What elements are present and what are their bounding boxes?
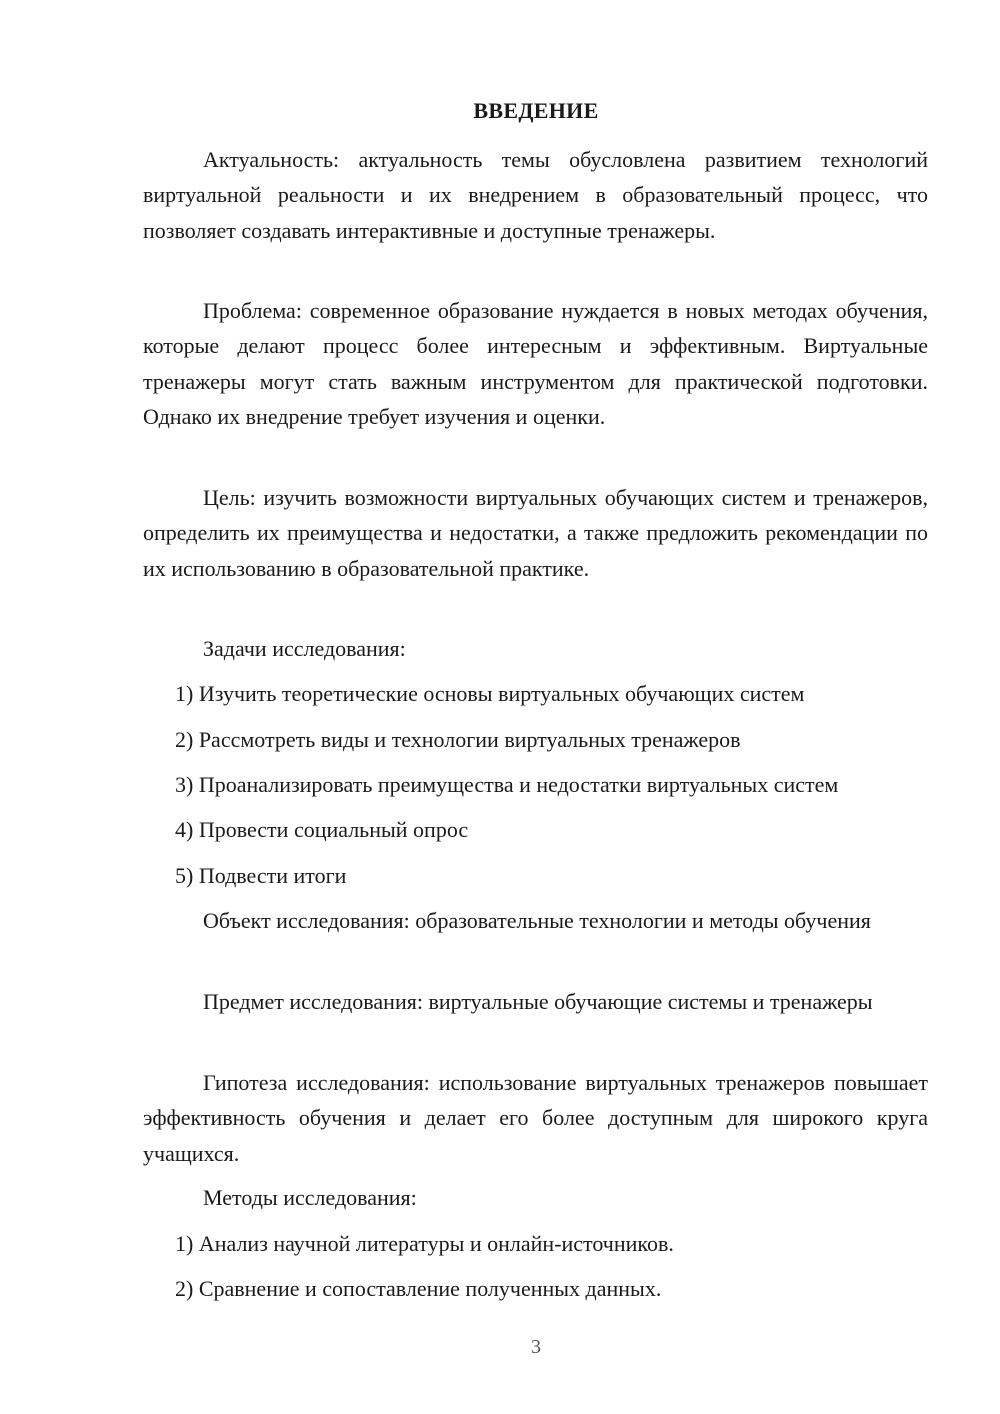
- object-paragraph-block: [143, 903, 928, 938]
- method-item: 2) Сравнение и сопоставление полученных данных.: [175, 1276, 662, 1301]
- hypothesis-paragraph: Гипотеза исследования: использование виртуальных тренажеров повышает эффективность обучения и делает его более доступным для широкого круга учащихся.: [143, 1070, 928, 1166]
- tasks-heading: Задачи исследования:: [203, 636, 406, 661]
- relevance-paragraph-block: [143, 142, 928, 248]
- task-item: 4) Провести социальный опрос: [175, 817, 469, 842]
- methods-heading: Методы исследования:: [203, 1185, 417, 1210]
- hypothesis-paragraph-block: [143, 1065, 928, 1171]
- relevance-paragraph: Актуальность: актуальность темы обусловлена развитием технологий виртуальной реальности и их внедрением в образовательный процесс, что позволяет создавать интерактивные и доступные тренажеры.: [143, 147, 928, 243]
- page-title: ВВЕДЕНИЕ: [473, 98, 599, 123]
- object-paragraph: Объект исследования: образовательные технологии и методы обучения: [203, 908, 871, 933]
- subject-paragraph: Предмет исследования: виртуальные обучающие системы и тренажеры: [203, 989, 873, 1014]
- task-item: 3) Проанализировать преимущества и недостатки виртуальных систем: [175, 772, 839, 797]
- task-item: 2) Рассмотреть виды и технологии виртуальных тренажеров: [175, 727, 741, 752]
- goal-paragraph: Цель: изучить возможности виртуальных обучающих систем и тренажеров, определить их преимущества и недостатки, а также предложить рекомендации по их использованию в образовательной практике.: [143, 485, 928, 581]
- problem-paragraph-block: [143, 293, 928, 434]
- problem-paragraph: Проблема: современное образование нуждается в новых методах обучения, которые делают процесс более интересным и эффективным. Виртуальные тренажеры могут стать важным инструментом для практической подготовки. Однако их внедрение требует изучения и оценки.: [143, 298, 928, 429]
- method-item: 1) Анализ научной литературы и онлайн-источников.: [175, 1231, 674, 1256]
- task-item: 5) Подвести итоги: [175, 863, 347, 888]
- page-number: 3: [531, 1336, 541, 1358]
- goal-paragraph-block: [143, 480, 928, 586]
- subject-paragraph-block: [143, 984, 928, 1019]
- task-item: 1) Изучить теоретические основы виртуальных обучающих систем: [175, 681, 805, 706]
